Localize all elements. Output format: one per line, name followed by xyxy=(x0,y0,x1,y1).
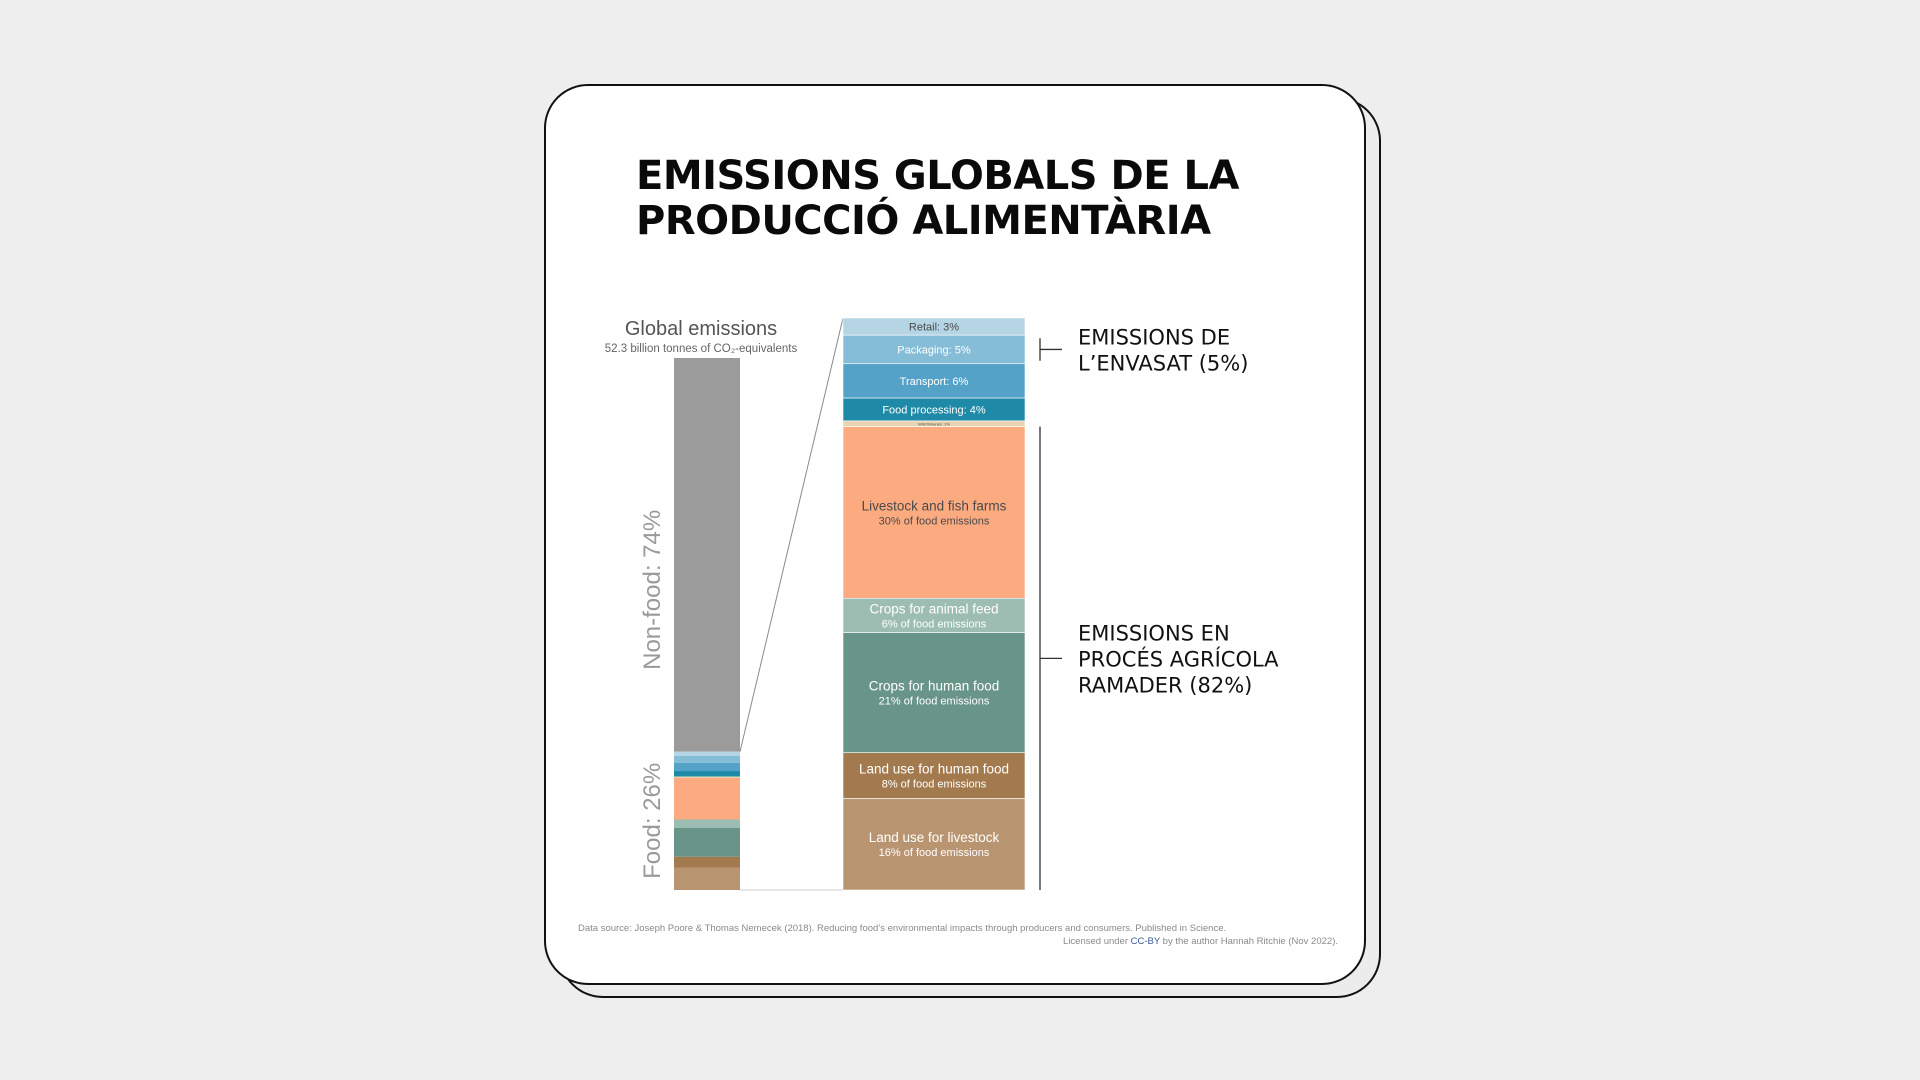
zoom-connectors xyxy=(740,318,843,890)
annotation-1-line-2: RAMADER (82%) xyxy=(1078,673,1253,698)
bar-food-human_food xyxy=(674,828,740,857)
infographic-card xyxy=(544,84,1366,985)
segment-label-land_livestock: Land use for livestock xyxy=(868,830,1000,846)
data-source-note: Data source: Joseph Poore & Thomas Nemecek (2018). Reducing food’s environmental impacts through producers and consumers. Published in Science. xyxy=(578,923,1227,934)
bar-food-transport xyxy=(674,763,740,771)
connector-top xyxy=(740,318,843,752)
segment-label-wild_fisheries: Wild fisheries: 1% xyxy=(918,421,950,427)
segment-label-transport: Transport: 6% xyxy=(899,375,969,388)
bar-food-packaging xyxy=(674,756,740,763)
bar-food-wild_fisheries xyxy=(674,777,740,778)
segment-label-animal_feed: Crops for animal feed xyxy=(869,601,999,617)
annotation-1-line-0: EMISSIONS EN xyxy=(1078,621,1230,646)
segment-label-retail: Retail: 3% xyxy=(908,321,960,334)
bar-food-animal_feed xyxy=(674,819,740,827)
global-emissions-label: Global emissions xyxy=(624,318,778,340)
license-link[interactable]: CC-BY xyxy=(1130,936,1161,947)
segment-label-food_processing: Food processing: 4% xyxy=(882,404,986,417)
title-line-2: PRODUCCIÓ ALIMENTÀRIA xyxy=(636,198,1211,244)
segment-sublabel-land_human: 8% of food emissions xyxy=(881,778,987,791)
food-label: Food: 26% xyxy=(639,762,666,879)
license-prefix: Licensed under xyxy=(1063,936,1131,947)
global-emissions-sublabel: 52.3 billion tonnes of CO₂-equivalents xyxy=(604,343,798,355)
annotation-0-line-1: L’ENVASAT (5%) xyxy=(1078,351,1249,376)
annotation-1-line-1: PROCÉS AGRÍCOLA xyxy=(1078,647,1279,672)
food-breakdown-bar xyxy=(843,318,1025,890)
global-bar xyxy=(639,358,740,890)
footer xyxy=(578,922,1338,948)
bar-food-land_human xyxy=(674,857,740,868)
segment-label-livestock: Livestock and fish farms xyxy=(861,498,1007,514)
segment-sublabel-livestock: 30% of food emissions xyxy=(878,515,990,528)
annotations xyxy=(1040,325,1279,890)
bar-food-livestock xyxy=(674,778,740,819)
segment-label-packaging: Packaging: 5% xyxy=(897,344,971,357)
segment-sublabel-land_livestock: 16% of food emissions xyxy=(878,847,990,860)
license-suffix: by the author Hannah Ritchie (Nov 2022). xyxy=(1160,936,1338,947)
bar-food-food_processing xyxy=(674,771,740,777)
title-line-1: EMISSIONS GLOBALS DE LA xyxy=(636,153,1239,199)
segment-label-human_food: Crops for human food xyxy=(868,678,1000,694)
segment-label-land_human: Land use for human food xyxy=(858,761,1010,777)
segment-sublabel-human_food: 21% of food emissions xyxy=(878,695,990,708)
bar-nonfood xyxy=(674,358,740,752)
bar-food-retail xyxy=(674,752,740,756)
annotation-0-line-0: EMISSIONS DE xyxy=(1078,325,1231,350)
license-note xyxy=(578,935,1338,948)
bar-food-land_livestock xyxy=(674,868,740,890)
segment-sublabel-animal_feed: 6% of food emissions xyxy=(881,618,987,631)
emissions-chart xyxy=(546,86,1364,983)
nonfood-label: Non-food: 74% xyxy=(639,509,666,670)
